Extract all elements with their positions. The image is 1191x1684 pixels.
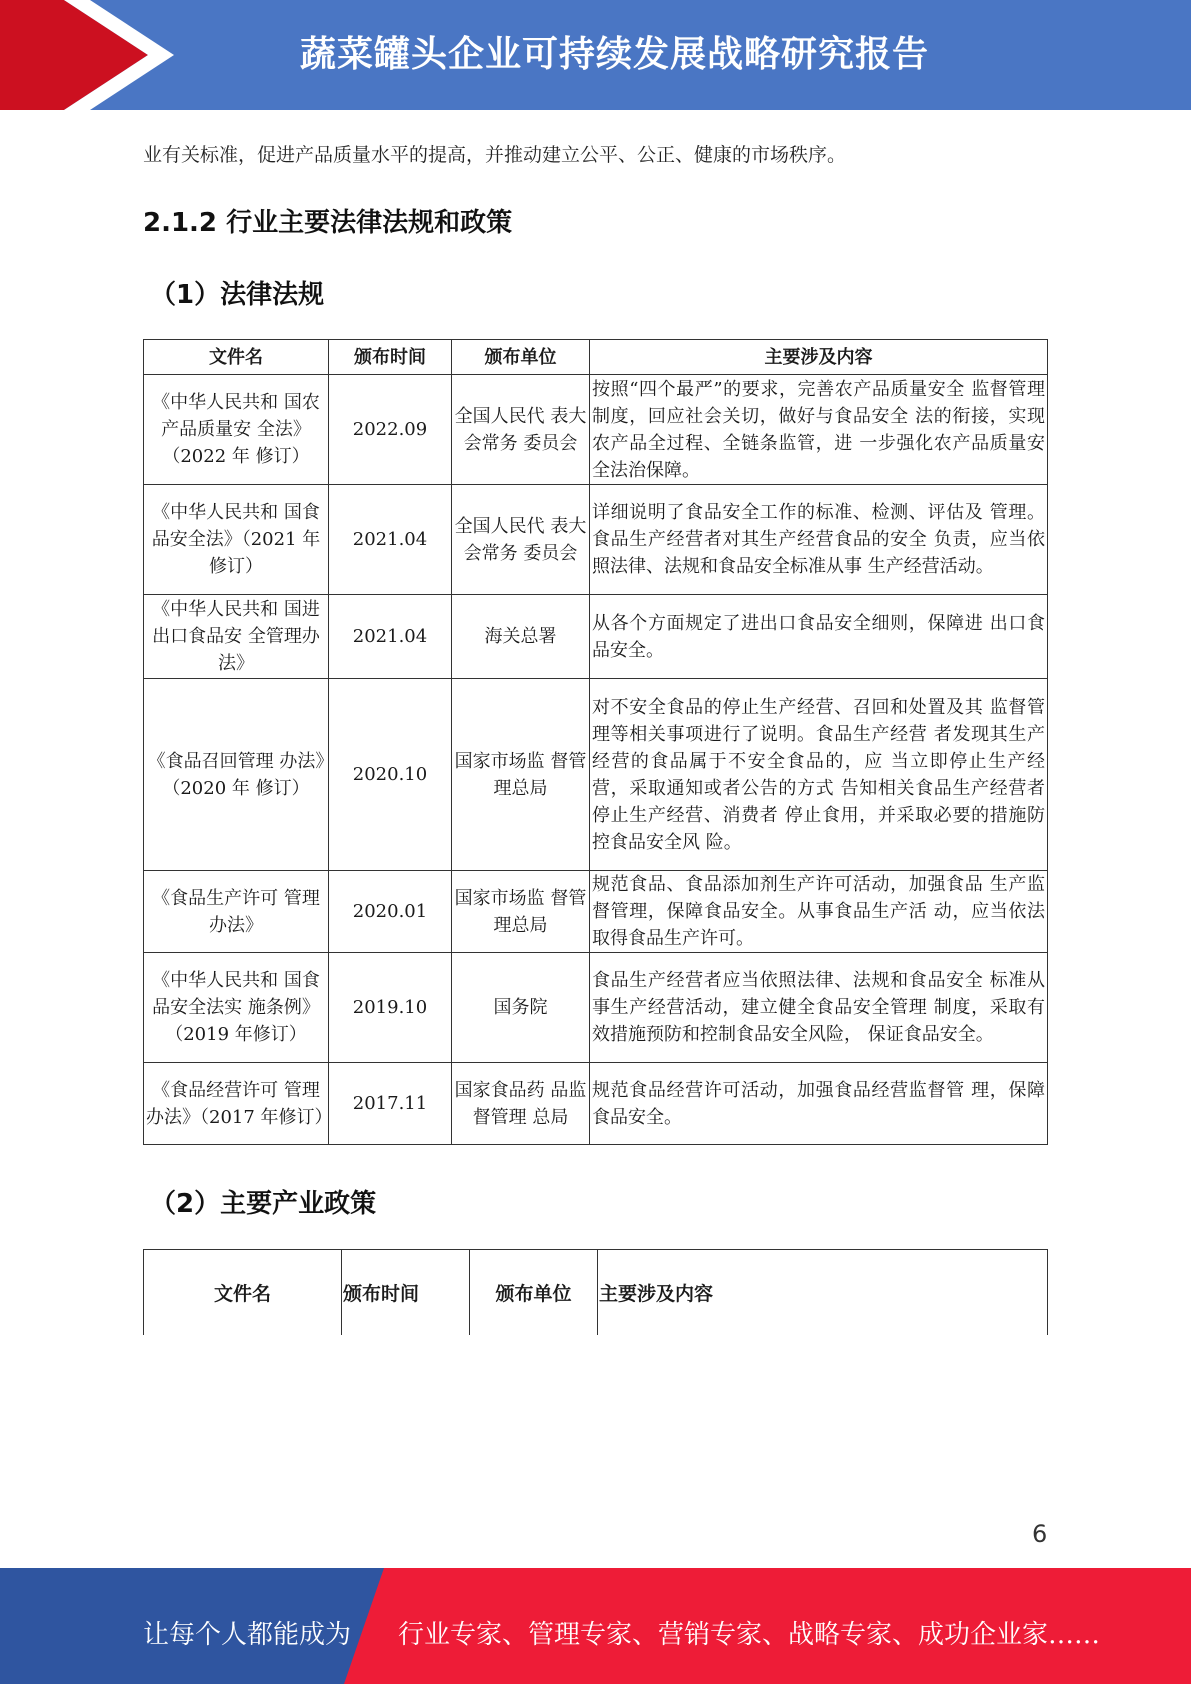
table-row: [144, 1063, 1048, 1145]
col-header-issuer: 颁布单位: [452, 340, 590, 375]
header-title: 蔬菜罐头企业可持续发展战略研究报告: [300, 34, 930, 75]
table-row: [144, 953, 1048, 1063]
col-header-content: 主要涉及内容: [590, 340, 1048, 375]
col-header-issuer: 颁布单位: [470, 1250, 598, 1336]
date-cell: 2021.04: [329, 485, 452, 595]
policies-table: [143, 1249, 1048, 1335]
table-row: [144, 375, 1048, 485]
file-name-cell: 《中华人民共和 国农产品质量安 全法》（2022 年 修订）: [144, 375, 329, 485]
page-header: [0, 0, 1191, 110]
col-header-content: 主要涉及内容: [598, 1250, 1048, 1336]
table-row: [144, 871, 1048, 953]
issuer-cell: 国家市场监 督管理总局: [452, 871, 590, 953]
date-cell: 2022.09: [329, 375, 452, 485]
page-number: 6: [1032, 1520, 1048, 1548]
file-name-cell: 《食品召回管理 办法》（2020 年 修订）: [144, 679, 329, 871]
policies-table-header-row: [144, 1250, 1048, 1336]
footer-slogan-right: 行业专家、管理专家、营销专家、战略专家、成功企业家……: [398, 1620, 1101, 1650]
content-cell: 详细说明了食品安全工作的标准、检测、评估及 管理。食品生产经营者对其生产经营食品的安全 负责，应当依照法律、法规和食品安全标准从事 生产经营活动。: [590, 485, 1048, 595]
date-cell: 2020.10: [329, 679, 452, 871]
file-name-cell: 《食品经营许可 管理办法》（2017 年修订）: [144, 1063, 329, 1145]
col-header-date: 颁布时间: [342, 1250, 470, 1336]
policies-heading: （2）主要产业政策: [150, 1189, 377, 1219]
content-cell: 规范食品、食品添加剂生产许可活动，加强食品 生产监督管理，保障食品安全。从事食品生产活 动，应当依法取得食品生产许可。: [590, 871, 1048, 953]
file-name-cell: 《食品生产许可 管理办法》: [144, 871, 329, 953]
content-cell: 对不安全食品的停止生产经营、召回和处置及其 监督管理等相关事项进行了说明。食品生产经营 者发现其生产经营的食品属于不安全食品的，应 当立即停止生产经营，采取通知或者公告的方式 告知相关食品生产经营者停止生产经营、消费者 停止食用，并采取必要的措施防控食品安全风 险。: [590, 679, 1048, 871]
section-heading: 2.1.2 行业主要法律法规和政策: [143, 208, 513, 238]
issuer-cell: 全国人民代 表大会常务 委员会: [452, 375, 590, 485]
date-cell: 2021.04: [329, 595, 452, 679]
laws-table: [143, 339, 1048, 1145]
content-cell: 按照“四个最严”的要求，完善农产品质量安全 监督管理制度，回应社会关切，做好与食品安全 法的衔接，实现农产品全过程、全链条监管，进 一步强化农产品质量安全法治保障。: [590, 375, 1048, 485]
issuer-cell: 国家食品药 品监督管理 总局: [452, 1063, 590, 1145]
table-row: [144, 595, 1048, 679]
date-cell: 2020.01: [329, 871, 452, 953]
issuer-cell: 国家市场监 督管理总局: [452, 679, 590, 871]
table-row: [144, 679, 1048, 871]
page-footer: [0, 1568, 1191, 1684]
file-name-cell: 《中华人民共和 国进出口食品安 全管理办法》: [144, 595, 329, 679]
issuer-cell: 海关总署: [452, 595, 590, 679]
file-name-cell: 《中华人民共和 国食品安全法实 施条例》（2019 年修订）: [144, 953, 329, 1063]
laws-table-header-row: [144, 340, 1048, 375]
footer-slogan-left: 让每个人都能成为: [143, 1620, 352, 1650]
table-row: [144, 485, 1048, 595]
content-cell: 规范食品经营许可活动，加强食品经营监督管 理，保障食品安全。: [590, 1063, 1048, 1145]
content-cell: 食品生产经营者应当依照法律、法规和食品安全 标准从事生产经营活动，建立健全食品安全管理 制度，采取有效措施预防和控制食品安全风险， 保证食品安全。: [590, 953, 1048, 1063]
file-name-cell: 《中华人民共和 国食品安全法》（2021 年修订）: [144, 485, 329, 595]
intro-paragraph: 业有关标准，促进产品质量水平的提高，并推动建立公平、公正、健康的市场秩序。: [143, 144, 847, 166]
date-cell: 2019.10: [329, 953, 452, 1063]
laws-heading: （1）法律法规: [150, 280, 325, 310]
issuer-cell: 全国人民代 表大会常务 委员会: [452, 485, 590, 595]
col-header-date: 颁布时间: [329, 340, 452, 375]
date-cell: 2017.11: [329, 1063, 452, 1145]
col-header-file-name: 文件名: [144, 1250, 342, 1336]
issuer-cell: 国务院: [452, 953, 590, 1063]
col-header-file-name: 文件名: [144, 340, 329, 375]
content-cell: 从各个方面规定了进出口食品安全细则，保障进 出口食品安全。: [590, 595, 1048, 679]
